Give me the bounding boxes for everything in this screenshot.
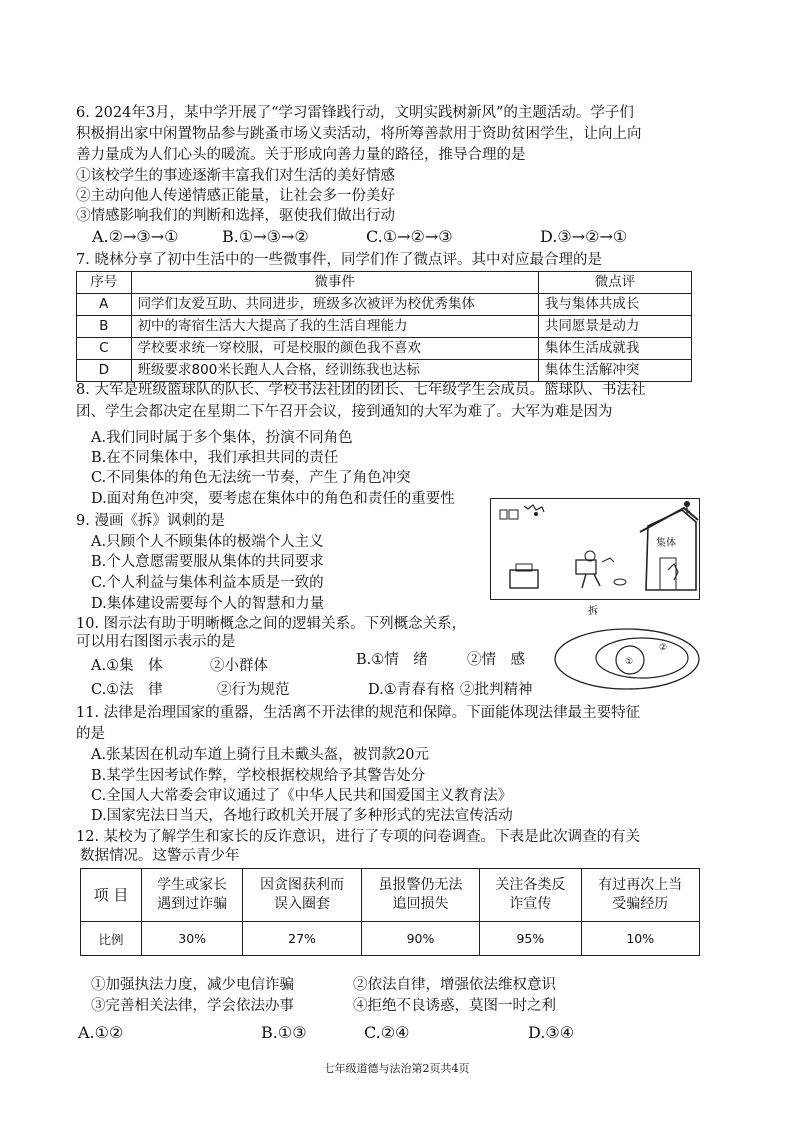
table-row[interactable] — [77, 294, 692, 316]
diagram-label-1: ① — [625, 657, 634, 667]
q9-stem: 9. 漫画《拆》讽刺的是 — [76, 513, 225, 529]
q12-col-1-header — [142, 869, 243, 922]
q12-item-1: ①加强执法力度，减少电信诈骗 — [91, 977, 294, 993]
q12-col-2-value: 27% — [243, 922, 361, 956]
q12-col-5-value: 10% — [581, 922, 699, 956]
q12-col-3-header-l1: 虽报警仍无法 — [378, 877, 463, 893]
q7-header-event: 微事件 — [131, 272, 538, 294]
q6-option-a[interactable]: A.②→③→① — [92, 227, 179, 246]
q12-item-3: ③完善相关法律，学会依法办事 — [91, 998, 294, 1014]
q12-col-1-header-l2: 遇到过诈骗 — [157, 896, 228, 912]
q7-row-c-label: C — [77, 338, 132, 360]
q9-option-d[interactable]: D.集体建设需要每个人的智慧和力量 — [91, 596, 325, 612]
q6-option-d[interactable]: D.③→②→① — [540, 227, 628, 246]
q10-option-d-1[interactable]: D.①青春有格 — [368, 682, 455, 698]
page-footer: 七年级道德与法治第2页共4页 — [323, 1062, 470, 1075]
q12-row-label-ratio: 比例 — [81, 922, 142, 956]
q12-col-2-header — [243, 869, 361, 922]
cartoon-collective-label: 集体 — [656, 538, 676, 549]
q7-row-a-comment: 我与集体共成长 — [538, 294, 691, 316]
q7-row-b-event: 初中的寄宿生活大大提高了我的生活自理能力 — [131, 316, 538, 338]
q7-row-c-event: 学校要求统一穿校服，可是校服的颜色我不喜欢 — [131, 338, 538, 360]
cartoon-image — [490, 498, 700, 600]
q6-stem-line-3: 善力量成为人们心头的暖流。关于形成向善力量的路径，推导合理的是 — [76, 147, 526, 163]
q12-col-1-value: 30% — [142, 922, 243, 956]
q11-option-c[interactable]: C.全国人大常委会审议通过了《中华人民共和国爱国主义教育法》 — [91, 788, 513, 804]
q12-stem-line-2: 数据情况。这警示青少年 — [80, 848, 240, 864]
q6-stem-line-1: 6. 2024年3月，某中学开展了“学习雷锋践行动，文明实践树新风”的主题活动。学子们 — [76, 105, 634, 121]
q12-col-2-header-l1: 因贪图获利而 — [260, 877, 345, 893]
q6-item-2: ②主动向他人传递情感正能量，让社会多一份美好 — [76, 188, 395, 204]
q12-option-a[interactable]: A.①② — [78, 1023, 124, 1042]
q6-option-b[interactable]: B.①→③→② — [222, 227, 309, 246]
cartoon-caption: 拆 — [588, 606, 598, 617]
q12-col-4-header-l1: 关注各类反 — [495, 877, 566, 893]
q7-row-d-event: 班级要求800米长跑人人合格，经训练我也达标 — [131, 360, 538, 382]
q12-col-5-header-l1: 有过再次上当 — [598, 877, 683, 893]
table-row[interactable] — [77, 338, 692, 360]
table-row[interactable] — [77, 360, 692, 382]
q12-col-1-header-l1: 学生或家长 — [157, 877, 228, 893]
q10-option-b-2[interactable]: ②情 感 — [467, 652, 525, 668]
q9-option-c[interactable]: C.个人利益与集体利益本质是一致的 — [91, 575, 324, 591]
q8-option-a[interactable]: A.我们同时属于多个集体，扮演不同角色 — [91, 430, 353, 446]
q7-header-number: 序号 — [77, 272, 132, 294]
q12-col-2-header-l2: 误入圈套 — [274, 896, 331, 912]
q12-col-4-value: 95% — [480, 922, 581, 956]
q7-row-a-event: 同学们友爱互助、共同进步，班级多次被评为校优秀集体 — [131, 294, 538, 316]
q7-row-b-label: B — [77, 316, 132, 338]
q7-table — [76, 271, 692, 382]
q11-option-b[interactable]: B.某学生因考试作弊，学校根据校规给予其警告处分 — [91, 768, 426, 784]
q10-option-d-2[interactable]: ②批判精神 — [460, 682, 533, 698]
q7-row-c-comment: 集体生活成就我 — [538, 338, 691, 360]
q12-col-5-header — [581, 869, 699, 922]
q8-option-b[interactable]: B.在不同集体中，我们承担共同的责任 — [91, 450, 339, 466]
q7-stem: 7. 晓林分享了初中生活中的一些微事件，同学们作了微点评。其中对应最合理的是 — [76, 252, 602, 268]
q6-item-3: ③情感影响我们的判断和选择，驱使我们做出行动 — [76, 208, 395, 224]
q8-option-d[interactable]: D.面对角色冲突，要考虑在集体中的角色和责任的重要性 — [91, 491, 455, 507]
q10-option-c-1[interactable]: C.①法 律 — [91, 682, 163, 698]
q10-option-c-2[interactable]: ②行为规范 — [217, 682, 290, 698]
q10-stem-line-2: 可以用右图图示表示的是 — [76, 634, 236, 650]
q8-stem-line-1: 8. 大军是班级篮球队的队长、学校书法社团的团长、七年级学生会成员。篮球队、书法社 — [76, 382, 646, 398]
q12-option-c[interactable]: C.②④ — [364, 1023, 410, 1042]
q7-table-header — [77, 272, 692, 294]
q7-row-a-label: A — [77, 294, 132, 316]
q10-option-a-1[interactable]: A.①集 体 — [91, 658, 163, 674]
q7-row-d-label: D — [77, 360, 132, 382]
q12-col-4-header-l2: 诈宣传 — [509, 896, 552, 912]
q11-option-a[interactable]: A.张某因在机动车道上骑行且未戴头盔，被罚款20元 — [91, 747, 430, 763]
q12-item-4: ④拒绝不良诱惑，莫图一时之利 — [353, 998, 556, 1014]
q12-col-3-header-l2: 追回损失 — [392, 896, 449, 912]
q10-option-a-2[interactable]: ②小群体 — [210, 658, 268, 674]
q6-stem-line-2: 积极捐出家中闲置物品参与跳蚤市场义卖活动，将所筹善款用于资助贫困学生，让向上向 — [76, 126, 642, 142]
q7-row-d-comment: 集体生活解冲突 — [538, 360, 691, 382]
q6-item-1: ①该校学生的事迹逐渐丰富我们对生活的美好情感 — [76, 168, 395, 184]
q8-option-c[interactable]: C.不同集体的角色无法统一节奏，产生了角色冲突 — [91, 470, 411, 486]
q11-stem-line-1: 11. 法律是治理国家的重器，生活离不开法律的规范和保障。下面能体现法律最主要特征 — [76, 705, 641, 721]
q12-col-5-header-l2: 受骗经历 — [612, 896, 669, 912]
q10-option-b-1[interactable]: B.①情 绪 — [356, 652, 428, 668]
table-row[interactable] — [77, 316, 692, 338]
q12-option-b[interactable]: B.①③ — [261, 1023, 307, 1042]
concept-diagram — [552, 626, 702, 692]
q12-item-2: ②依法自律，增强依法维权意识 — [353, 977, 556, 993]
q12-col-3-header — [361, 869, 479, 922]
table-row — [81, 922, 700, 956]
q11-stem-line-2: 的是 — [76, 726, 105, 742]
q12-col-3-value: 90% — [361, 922, 479, 956]
q10-stem-line-1: 10. 图示法有助于明晰概念之间的逻辑关系。下列概念关系， — [76, 616, 467, 632]
q12-stem-line-1: 12. 某校为了解学生和家长的反诈意识，进行了专项的问卷调查。下表是此次调查的有关 — [76, 829, 641, 845]
q12-col-4-header — [480, 869, 581, 922]
q7-row-b-comment: 共同愿景是动力 — [538, 316, 691, 338]
q8-stem-line-2: 团、学生会都决定在星期二下午召开会议，接到通知的大军为难了。大军为难是因为 — [76, 404, 613, 420]
q12-option-d[interactable]: D.③④ — [528, 1023, 575, 1042]
q9-option-a[interactable]: A.只顾个人不顾集体的极端个人主义 — [91, 534, 324, 550]
q12-row-label-items: 项 目 — [81, 869, 142, 922]
table-row — [81, 869, 700, 922]
q9-option-b[interactable]: B.个人意愿需要服从集体的共同要求 — [91, 554, 324, 570]
q6-option-c[interactable]: C.①→②→③ — [366, 227, 453, 246]
diagram-label-2: ② — [659, 643, 668, 653]
q12-survey-table — [80, 868, 700, 956]
q7-header-comment: 微点评 — [538, 272, 691, 294]
q11-option-d[interactable]: D.国家宪法日当天，各地行政机关开展了多种形式的宪法宣传活动 — [91, 808, 513, 824]
